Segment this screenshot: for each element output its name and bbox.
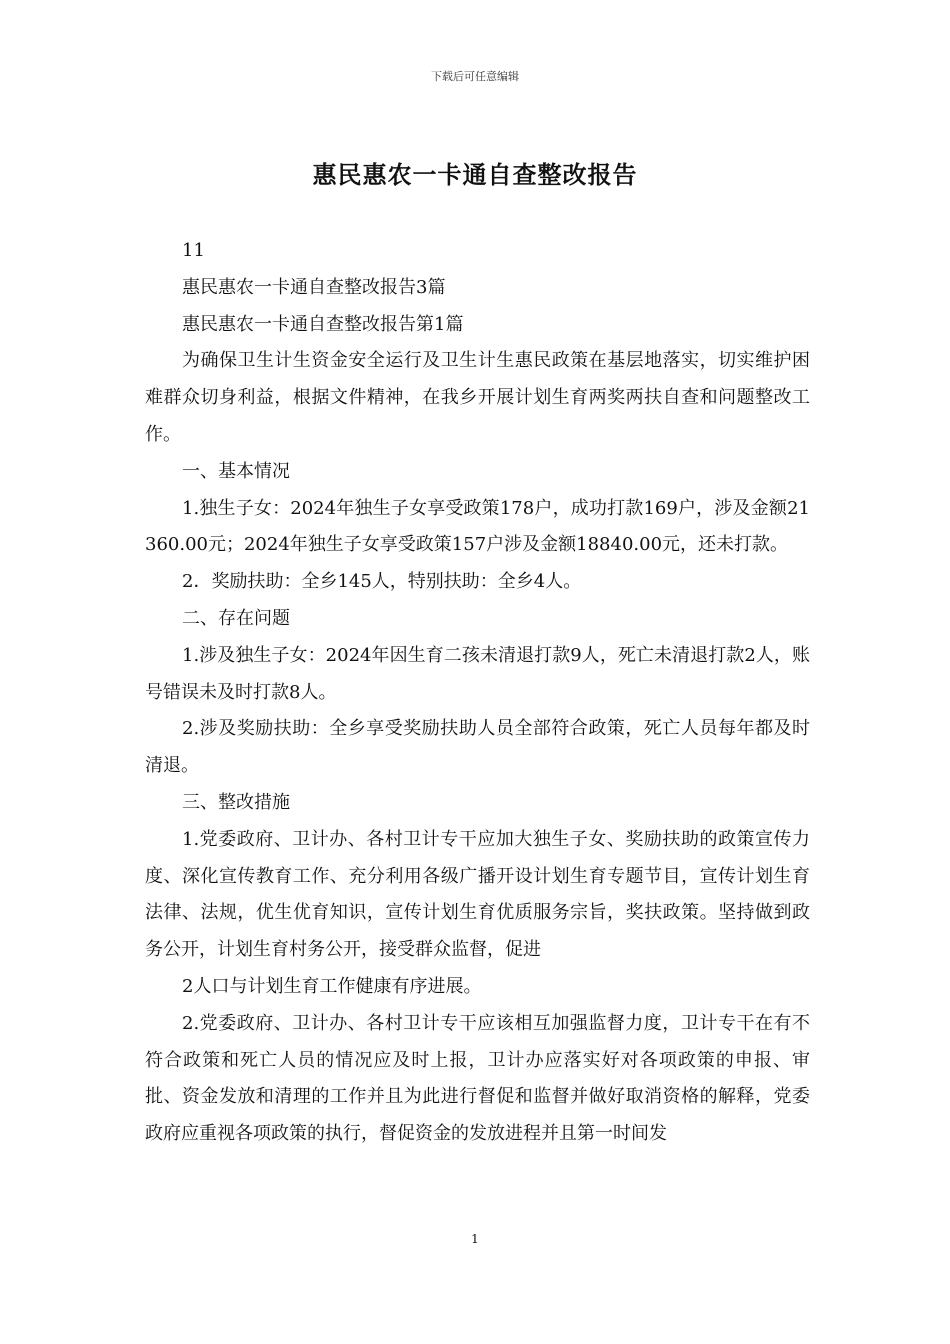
section-heading-basic-situation: 一、基本情况 (182, 460, 290, 482)
paragraph-intro: 为确保卫生计生资金安全运行及卫生计生惠民政策在基层地落实，切实维护困难群众切身利益，根据文件精神，在我乡开展计划生育两奖两扶自查和问题整改工作。 (145, 350, 810, 445)
header-note: 下载后可任意编辑 (431, 70, 519, 83)
document-title: 惠民惠农一卡通自查整改报告 (312, 161, 638, 189)
paragraph-reference-number: 11 (182, 240, 205, 261)
page-number: 1 (471, 1232, 479, 1246)
section-heading-problems: 二、存在问题 (182, 607, 290, 629)
paragraph-collection-title: 惠民惠农一卡通自查整改报告3篇 (182, 276, 446, 298)
paragraph-part-title: 惠民惠农一卡通自查整改报告第1篇 (182, 313, 464, 335)
paragraph-problem-only-child: 1.涉及独生子女：2024年因生育二孩未清退打款9人，死亡未清退打款2人，账号错误未及时打款8人。 (145, 644, 810, 703)
paragraph-measure-1: 1.党委政府、卫计办、各村卫计专干应加大独生子女、奖励扶助的政策宣传力度、深化宣传教育工作、充分利用各级广播开设计划生育专题节目，宣传计划生育法律、法规，优生优育知识，宣传计划生育优质服务宗旨，奖扶政策。坚持做到政务公开，计划生育村务公开，接受群众监督，促进 (145, 828, 810, 961)
paragraph-measure-2: 2.党委政府、卫计办、各村卫计专干应该相互加强监督力度，卫计专干在有不符合政策和死亡人员的情况应及时上报，卫计办应落实好对各项政策的申报、审批、资金发放和清理的工作并且为此进行督促和监督并做好取消资格的解释，党委政府应重视各项政策的执行，督促资金的发放进程并且第一时间发 (145, 1012, 810, 1145)
paragraph-measure-1-continued: 2人口与计划生育工作健康有序进展。 (182, 975, 482, 997)
section-heading-measures: 三、整改措施 (182, 791, 290, 813)
paragraph-reward-support: 2．奖励扶助：全乡145人，特别扶助：全乡4人。 (182, 571, 582, 593)
document-body (145, 233, 810, 1153)
paragraph-problem-reward: 2.涉及奖励扶助：全乡享受奖励扶助人员全部符合政策，死亡人员每年都及时清退。 (145, 718, 810, 777)
paragraph-only-child: 1.独生子女：2024年独生子女享受政策178户，成功打款169户，涉及金额21360.00元；2024年独生子女享受政策157户涉及金额18840.00元，还未打款。 (145, 497, 810, 556)
